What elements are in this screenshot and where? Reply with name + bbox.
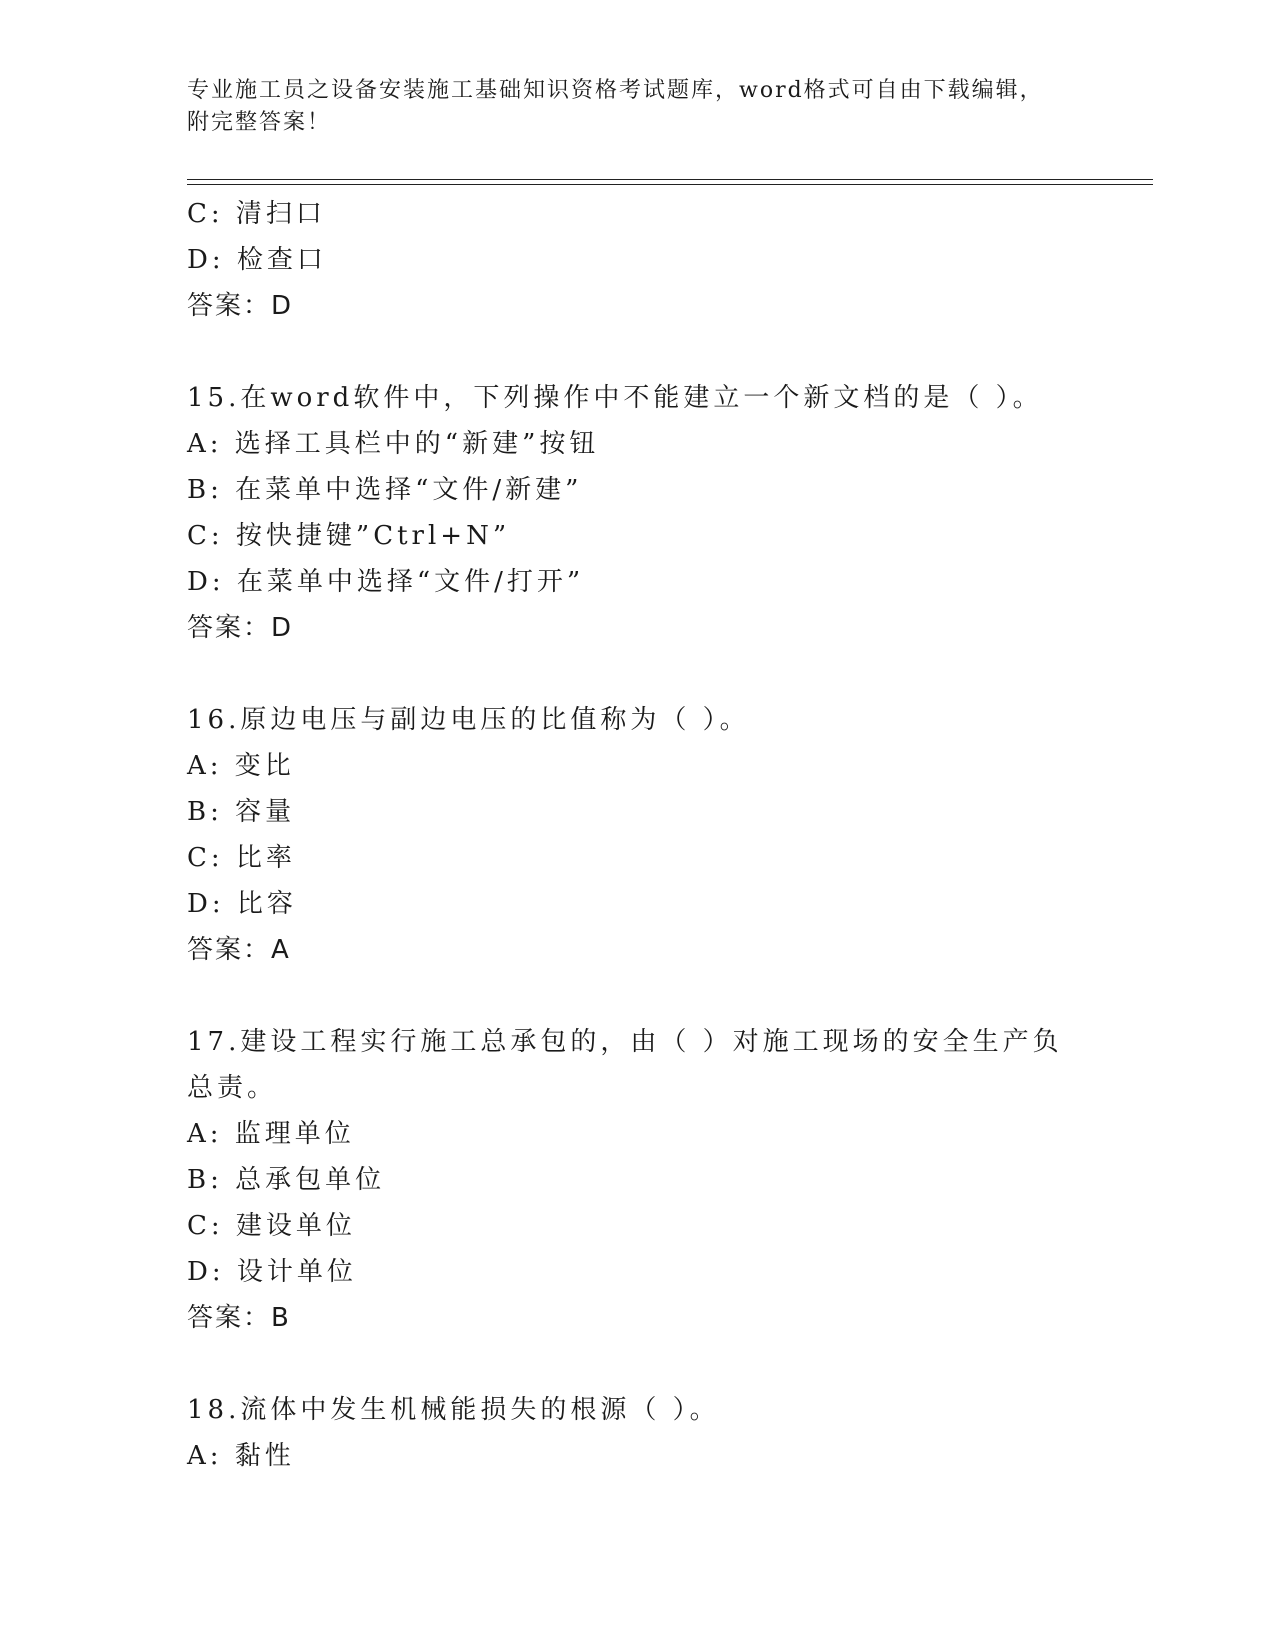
option-a: A: 监理单位 bbox=[187, 1119, 355, 1149]
answer-line: 答案：D bbox=[187, 291, 294, 321]
option-c: C: 比率 bbox=[187, 843, 296, 873]
header-rule-bottom bbox=[187, 184, 1153, 185]
question-title: 18.流体中发生机械能损失的根源（ ）。 bbox=[187, 1395, 720, 1425]
option-d: D: 在菜单中选择“文件/打开” bbox=[187, 567, 585, 597]
option-a: A: 黏性 bbox=[187, 1441, 295, 1471]
option-c: C: 按快捷键”Ctrl+N” bbox=[187, 521, 511, 551]
question-title: 15.在word软件中，下列操作中不能建立一个新文档的是（ ）。 bbox=[187, 383, 1043, 413]
spacer bbox=[187, 1341, 1087, 1387]
spacer bbox=[187, 651, 1087, 697]
header-line-1: 专业施工员之设备安装施工基础知识资格考试题库，word格式可自由下载编辑， bbox=[187, 78, 1044, 103]
question-list bbox=[187, 191, 1087, 1479]
option-c: C: 清扫口 bbox=[187, 199, 326, 229]
header-rule-top bbox=[187, 179, 1153, 180]
question-title: 17.建设工程实行施工总承包的，由（ ）对施工现场的安全生产负总责。 bbox=[187, 1027, 1063, 1103]
option-d: D: 比容 bbox=[187, 889, 297, 919]
option-b: B: 容量 bbox=[187, 797, 296, 827]
spacer bbox=[187, 329, 1087, 375]
question-18 bbox=[187, 1387, 1087, 1479]
spacer bbox=[187, 973, 1087, 1019]
option-a: A: 选择工具栏中的“新建”按钮 bbox=[187, 429, 600, 459]
question-16 bbox=[187, 697, 1087, 973]
option-b: B: 总承包单位 bbox=[187, 1165, 386, 1195]
answer-line: 答案：D bbox=[187, 613, 294, 643]
question-title: 16.原边电压与副边电压的比值称为（ ）。 bbox=[187, 705, 750, 735]
question-15 bbox=[187, 375, 1087, 651]
question-fragment bbox=[187, 191, 1087, 329]
header-line-2: 附完整答案！ bbox=[187, 110, 332, 135]
question-17 bbox=[187, 1019, 1087, 1341]
option-b: B: 在菜单中选择“文件/新建” bbox=[187, 475, 583, 505]
option-d: D: 设计单位 bbox=[187, 1257, 357, 1287]
answer-line: 答案：B bbox=[187, 1303, 291, 1333]
option-d: D: 检查口 bbox=[187, 245, 327, 275]
option-a: A: 变比 bbox=[187, 751, 295, 781]
answer-line: 答案：A bbox=[187, 935, 291, 965]
document-header bbox=[187, 75, 1087, 139]
option-c: C: 建设单位 bbox=[187, 1211, 356, 1241]
